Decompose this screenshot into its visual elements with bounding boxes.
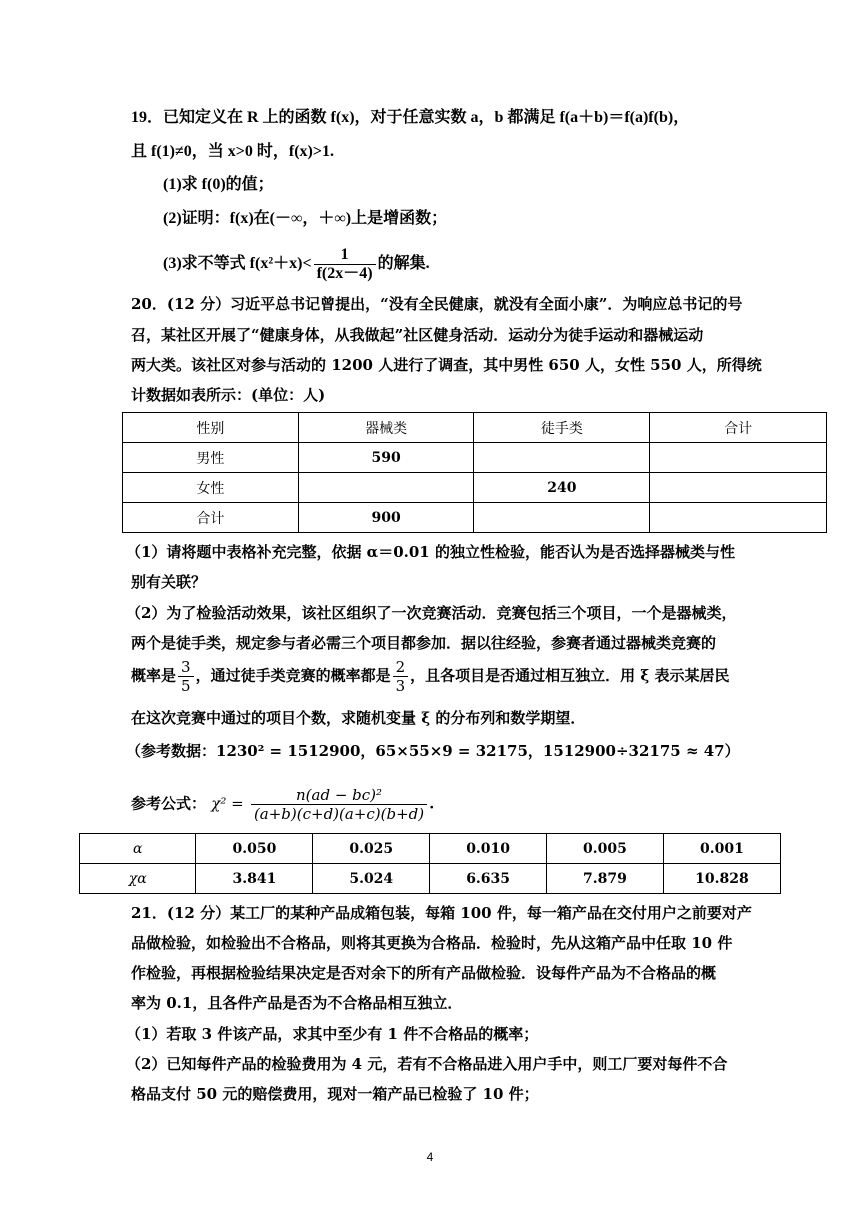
q19-part-3-suffix: 的解集. bbox=[377, 255, 430, 273]
q20-table-counts bbox=[122, 412, 827, 533]
table-header-cell: 性别 bbox=[123, 413, 299, 443]
table-row bbox=[123, 503, 827, 533]
table-row bbox=[123, 473, 827, 503]
q20-line-2: 召，某社区开展了“健康身体，从我做起”社区健身活动．运动分为徒手运动和器械运动 bbox=[131, 326, 704, 344]
chi-square-formula bbox=[251, 786, 427, 823]
q19-part-3-prefix: (3)求不等式 f(x²＋x)< bbox=[163, 255, 312, 273]
table-cell: 7.879 bbox=[547, 864, 664, 894]
table-cell: 女性 bbox=[123, 473, 299, 503]
q21-line-1: 21．(12 分）某工厂的某种产品成箱包装，每箱 100 件，每一箱产品在交付用户之前要对产 bbox=[131, 904, 752, 922]
q19-fraction-denominator: f(2x－4) bbox=[316, 265, 373, 282]
table-cell: 5.024 bbox=[313, 864, 430, 894]
q21-line-4: 率为 0.1，且各件产品是否为不合格品相互独立． bbox=[131, 994, 463, 1012]
table-cell: 0.005 bbox=[547, 834, 664, 864]
table-cell bbox=[650, 443, 827, 473]
q20-line-3: 两大类。该社区对参与活动的 1200 人进行了调查，其中男性 650 人，女性 550 人，所得统 bbox=[131, 356, 762, 374]
q21-sub-2-line-1: （2）已知每件产品的检验费用为 4 元，若有不合格品进入用户手中，则工厂要对每件不合 bbox=[126, 1055, 728, 1073]
q20-reference-data: （参考数据：1230² = 1512900，65×55×9 = 32175，1512900÷32175 ≈ 47） bbox=[126, 742, 740, 760]
table-cell: α bbox=[80, 834, 196, 864]
table-cell: 240 bbox=[474, 473, 650, 503]
q20-sub-2-line-4: 在这次竞赛中通过的项目个数，求随机变量 ξ 的分布列和数学期望． bbox=[131, 709, 586, 727]
formula-denominator: (a+b)(c+d)(a+c)(b+d) bbox=[253, 805, 425, 823]
q21-line-3: 作检验，再根据检验结果决定是否对余下的所有产品做检验．设每件产品为不合格品的概 bbox=[131, 964, 717, 982]
table-row bbox=[80, 834, 781, 864]
q20-sub-2-line-3 bbox=[131, 658, 729, 695]
formula-numerator: n(ad − bc)² bbox=[251, 786, 427, 805]
q21-line-2: 品做检验，如检验出不合格品，则将其更换为合格品．检验时，先从这箱产品中任取 10 件 bbox=[131, 934, 733, 952]
q19-line-2: 且 f(1)≠0，当 x>0 时，f(x)>1. bbox=[131, 143, 334, 160]
q20-sub-1-line-2: 别有关联？ bbox=[131, 573, 207, 591]
table-cell bbox=[650, 473, 827, 503]
table-cell: 男性 bbox=[123, 443, 299, 473]
q20-prob-text-b: ，通过徒手类竞赛的概率都是 bbox=[195, 666, 391, 685]
table-cell bbox=[298, 473, 474, 503]
table-cell: 6.635 bbox=[430, 864, 547, 894]
q19-fraction bbox=[314, 246, 376, 283]
q20-line-4: 计数据如表所示：(单位：人) bbox=[131, 386, 326, 404]
table-row bbox=[80, 864, 781, 894]
table-cell: 900 bbox=[298, 503, 474, 533]
formula-lhs: χ² = bbox=[211, 794, 244, 813]
q19-fraction-numerator: 1 bbox=[314, 246, 376, 265]
q20-formula-row bbox=[131, 786, 434, 823]
table-cell: 0.001 bbox=[663, 834, 780, 864]
formula-label: 参考公式： bbox=[131, 794, 207, 813]
table-cell bbox=[474, 443, 650, 473]
q19-line-1: 19．已知定义在 R 上的函数 f(x)，对于任意实数 a，b 都满足 f(a＋b)＝f(a)f(b)， bbox=[131, 109, 690, 126]
table-cell: 0.010 bbox=[430, 834, 547, 864]
q20-sub-1-line-1: （1）请将题中表格补充完整，依据 α＝0.01 的独立性检验，能否认为是否选择器械类与性 bbox=[126, 543, 735, 561]
q20-prob-text-a: 概率是 bbox=[131, 666, 177, 685]
q20-fraction-3-5 bbox=[178, 658, 194, 695]
table-cell: 590 bbox=[298, 443, 474, 473]
q19-part-1: (1)求 f(0)的值； bbox=[163, 176, 274, 193]
q20-line-1: 20．(12 分）习近平总书记曾提出，“没有全民健康，就没有全面小康”．为响应总书记的号 bbox=[131, 295, 743, 313]
fraction-denominator: 3 bbox=[395, 677, 406, 695]
fraction-denominator: 5 bbox=[181, 677, 191, 695]
table-cell: 10.828 bbox=[663, 864, 780, 894]
q20-fraction-2-3 bbox=[393, 658, 409, 695]
q21-sub-2-line-2: 格品支付 50 元的赔偿费用，现对一箱产品已检验了 10 件； bbox=[131, 1085, 539, 1103]
formula-end: . bbox=[429, 794, 435, 813]
page-number: 4 bbox=[426, 1150, 434, 1164]
table-header-cell: 徒手类 bbox=[474, 413, 650, 443]
table-header-cell: 合计 bbox=[650, 413, 827, 443]
q20-critical-value-table bbox=[79, 833, 781, 894]
table-cell: 3.841 bbox=[196, 864, 313, 894]
table-header-row bbox=[123, 413, 827, 443]
q20-sub-2-line-2: 两个是徒手类，规定参与者必需三个项目都参加．据以往经验，参赛者通过器械类竞赛的 bbox=[131, 634, 717, 652]
fraction-numerator: 2 bbox=[393, 658, 409, 677]
table-cell: 0.050 bbox=[196, 834, 313, 864]
table-cell: 0.025 bbox=[313, 834, 430, 864]
q19-part-3 bbox=[163, 246, 430, 283]
q20-prob-text-c: ，且各项目是否通过相互独立．用 ξ 表示某居民 bbox=[410, 666, 730, 685]
q19-part-2: (2)证明：f(x)在(－∞，＋∞)上是增函数； bbox=[163, 210, 448, 227]
table-cell bbox=[650, 503, 827, 533]
table-header-cell: 器械类 bbox=[298, 413, 474, 443]
q21-sub-1: （1）若取 3 件该产品，求其中至少有 1 件不合格品的概率； bbox=[126, 1025, 539, 1043]
table-cell: 合计 bbox=[123, 503, 299, 533]
table-cell: χα bbox=[80, 864, 196, 894]
table-row bbox=[123, 443, 827, 473]
table-cell bbox=[474, 503, 650, 533]
q20-sub-2-line-1: （2）为了检验活动效果，该社区组织了一次竞赛活动．竞赛包括三个项目，一个是器械类， bbox=[126, 604, 737, 622]
fraction-numerator: 3 bbox=[178, 658, 194, 677]
